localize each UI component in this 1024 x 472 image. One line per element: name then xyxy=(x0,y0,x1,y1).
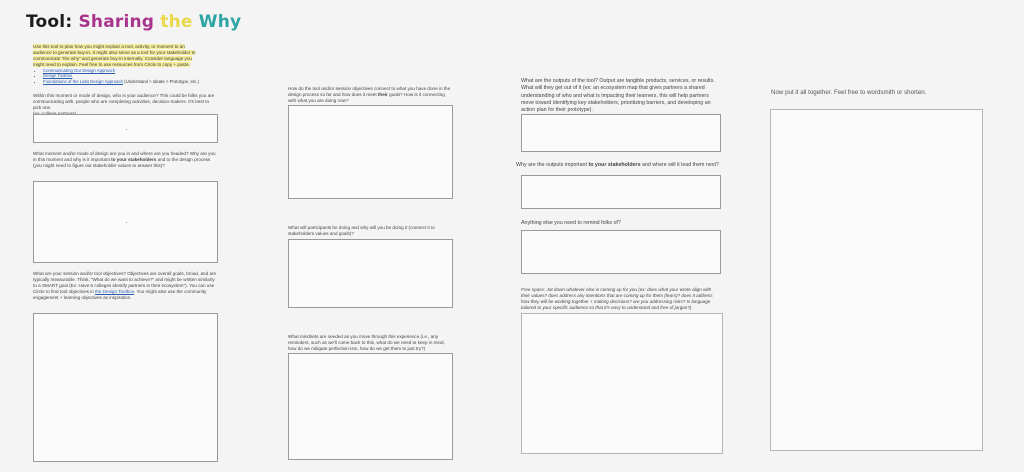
resource-list xyxy=(33,68,233,84)
col1-question-2: What moment and/or mode of design are you in and where are you headed? Why are you in this moment and why is it important to your stakeholders and to the design process (you might need to figure out stakeholder values to answer this)? xyxy=(33,151,216,168)
design-toolbox-link[interactable]: the Design Toolbox xyxy=(95,289,135,294)
answer-box-objectives[interactable] xyxy=(33,313,218,462)
title-tool: Tool: xyxy=(26,12,73,32)
intro-text: Use this tool to plan how you might explain a tool, activity, or moment to an audience to generate buy-in. It might also serve as a tool for your stakeholder to communicate "the why" and generate buy-in internally. Consider language you might need to explain. Feel free to use resources from Circle to copy + paste. xyxy=(33,44,196,67)
col3-question-4: Free space: Jot down whatever else is coming up for you (ex: does what your wrote align with their values? does address any intentions that are coming up for them (fears)? does it address how they will be working together + making decisions? are you addressing risks? Is language tailored to your specific audience so that it's easy to understand and free of jargon?) xyxy=(521,287,713,310)
col3-question-3: Anything else you need to remind folks of? xyxy=(521,220,621,226)
resource-link[interactable]: Design Toolbox xyxy=(43,73,73,79)
answer-box-audience[interactable] xyxy=(33,114,218,143)
resource-item: • Foundations of the Labs Design Approach (Understand > Ideate > Prototype, etc.) xyxy=(43,79,233,84)
resource-link[interactable]: Communicating Our Design Approach xyxy=(43,68,116,73)
resource-link[interactable]: Foundations of the Labs Design Approach xyxy=(43,78,124,84)
col1-question-3: What are your session and/or tool objectives? Objectives are overall goals, broad, and are typically measurable. Think, "What do we want to achieve?" and might be written similarly to a SMART goal (Ex: Have 5 colleges identify partners in their ecosystem"). You can use Circle to find tool objectives in the Design Toolbox. You might also use the community engagement + learning objectives as inspiration. xyxy=(33,271,217,300)
col3-question-2: Why are the outputs important to your stakeholders and where will it lead them next? xyxy=(516,162,719,168)
answer-box-mindsets[interactable] xyxy=(288,353,453,460)
col2-question-3: What mindsets are needed as you move through this experience (i.e., any reminders, such as we'll come back to this, what do we need to keep in mind, how do we mitigate perfection-ism, how do we get them to just try?) xyxy=(288,334,445,351)
answer-box-reminders[interactable] xyxy=(521,230,721,274)
col2-question-1: How do the tool and/or session objectives connect to what you have done in the design process so far and how does it meet their goals? How is it connecting with what you are doing now? xyxy=(288,86,451,103)
title-sharing: Sharing xyxy=(78,12,155,32)
title-why: Why xyxy=(198,12,242,32)
col2-question-2: What will participants be doing and why will you be doing it (connect it to stakeholders values and goals)? xyxy=(288,225,435,236)
answer-box-outputs[interactable] xyxy=(521,114,721,152)
answer-box-final[interactable] xyxy=(770,109,983,451)
col4-heading: Now put it all together. Feel free to wordsmith or shorten. xyxy=(771,89,927,96)
page-title xyxy=(26,12,241,32)
answer-box-outputs-importance[interactable] xyxy=(521,175,721,209)
answer-box-free-space[interactable] xyxy=(521,313,723,454)
answer-box-connection[interactable] xyxy=(288,105,453,199)
col3-question-1: What are the outputs of the tool? Output are tangible products, services, or results. What will they get out of it (ex: an ecosystem map that gives partners a shared understanding of who and what is impacting their learners, this will help partners move toward identifying key stakeholders, prioritizing barriers, and developing an action plan for their prototype). xyxy=(521,78,715,114)
title-the: the xyxy=(160,12,193,32)
answer-box-moment[interactable] xyxy=(33,181,218,263)
col1-question-1: Within this moment or mode of design, who is your audience? This could be folks you are communicating with, people who are completing activities, decision-makers. It's best to pick one. xyxy=(33,93,215,110)
answer-box-participants[interactable] xyxy=(288,239,453,308)
